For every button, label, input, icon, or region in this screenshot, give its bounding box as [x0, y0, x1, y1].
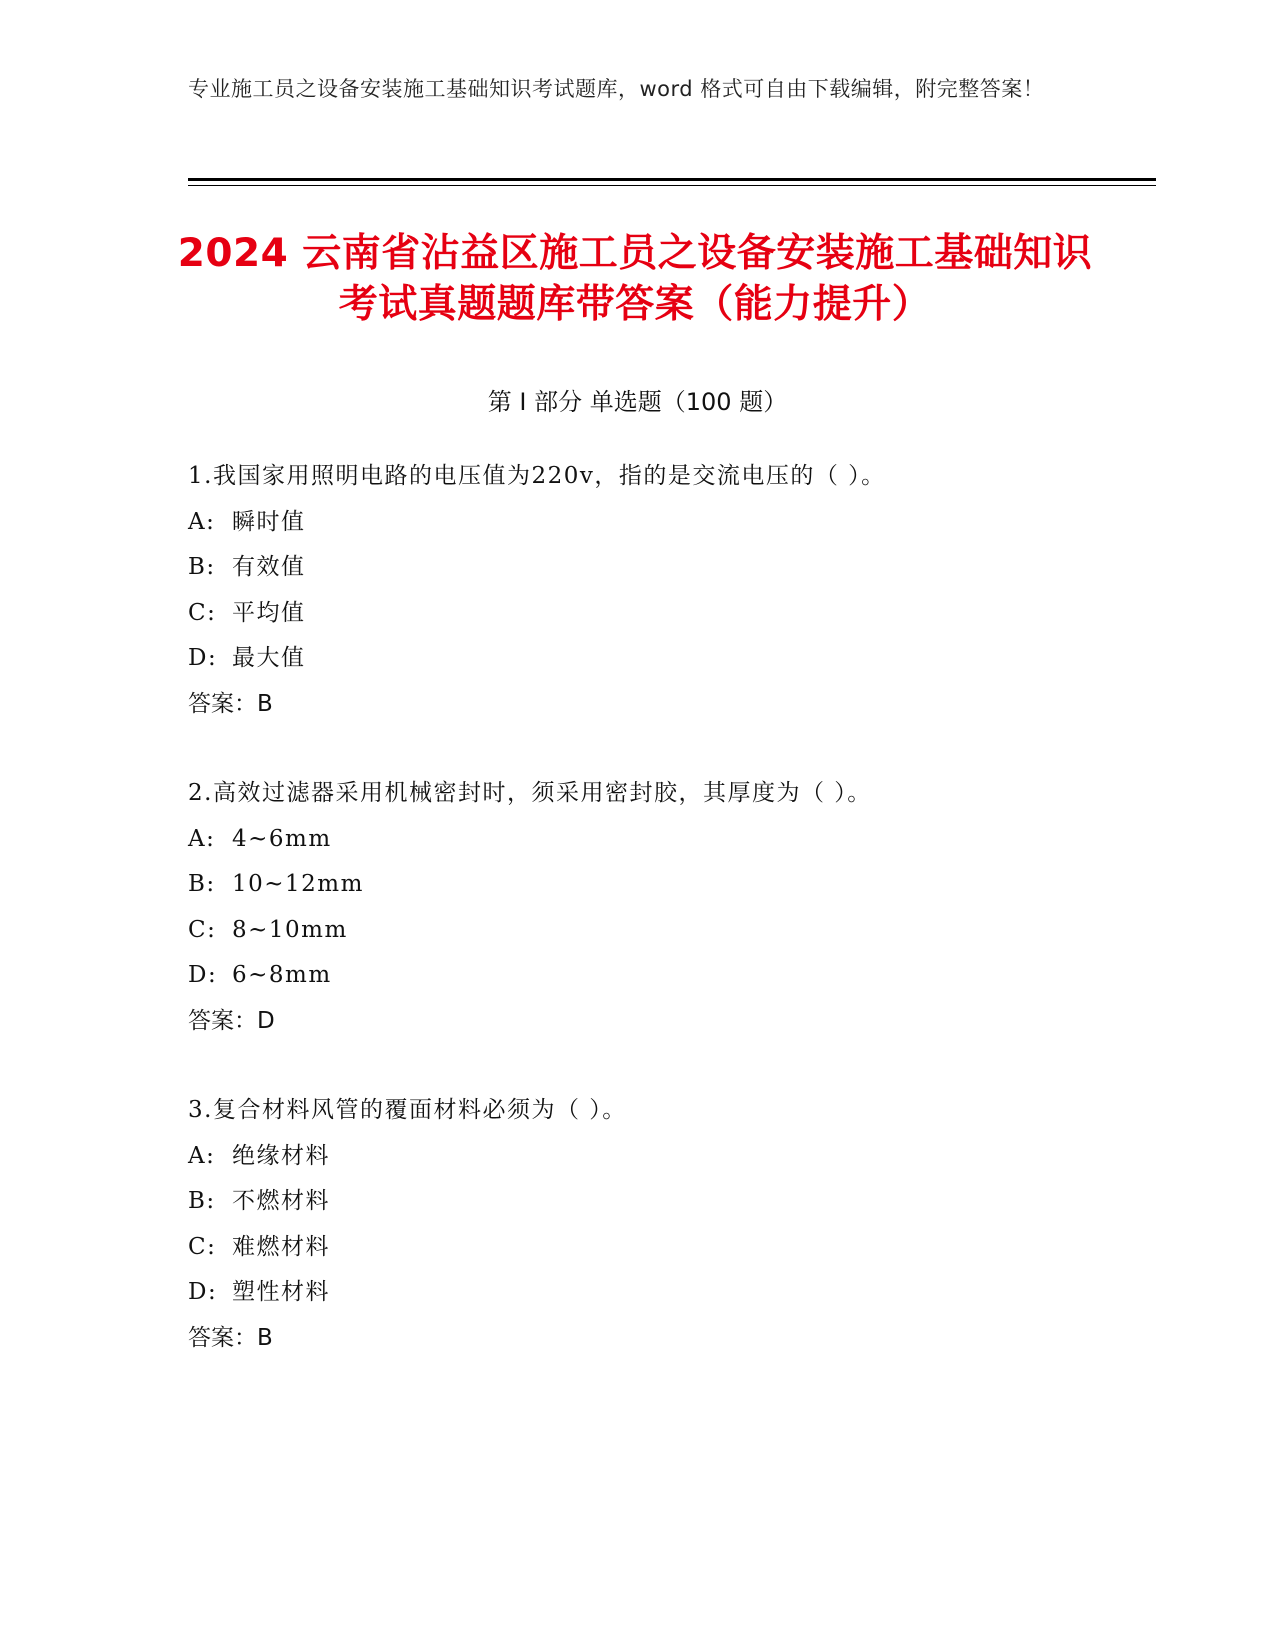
option-c — [188, 591, 1148, 637]
option-text: 8~10mm — [232, 916, 348, 943]
option-letter: B: — [188, 554, 216, 580]
option-letter: D: — [188, 1279, 218, 1305]
option-letter: A: — [188, 825, 216, 852]
option-letter: C: — [188, 599, 217, 626]
question-1 — [188, 454, 1148, 727]
option-b — [188, 1179, 1148, 1225]
option-letter: A: — [188, 508, 216, 535]
option-c — [188, 908, 1148, 954]
option-letter: A: — [188, 1142, 216, 1169]
header-note: 专业施工员之设备安装施工基础知识考试题库，word 格式可自由下载编辑，附完整答案！ — [188, 77, 1045, 101]
option-text: 塑性材料 — [232, 1279, 330, 1305]
option-text: 4~6mm — [232, 825, 332, 852]
option-text: 瞬时值 — [232, 508, 306, 535]
option-d — [188, 1270, 1148, 1316]
option-letter: C: — [188, 1233, 217, 1260]
question-stem: 2.高效过滤器采用机械密封时，须采用密封胶，其厚度为（ ）。 — [188, 780, 872, 806]
answer-line: 答案：D — [188, 1007, 275, 1034]
option-text: 6~8mm — [232, 962, 332, 988]
option-d — [188, 636, 1148, 682]
header-divider-thick — [188, 178, 1156, 181]
option-text: 10~12mm — [232, 871, 364, 897]
option-b — [188, 545, 1148, 591]
question-3 — [188, 1088, 1148, 1361]
option-b — [188, 862, 1148, 908]
option-a — [188, 817, 1148, 863]
section-title: 第 I 部分 单选题（100 题） — [487, 388, 788, 416]
question-2 — [188, 771, 1148, 1044]
option-c — [188, 1225, 1148, 1271]
option-letter: B: — [188, 871, 216, 897]
option-d — [188, 953, 1148, 999]
option-text: 难燃材料 — [232, 1233, 330, 1260]
document-title: 2024 云南省沾益区施工员之设备安装施工基础知识考试真题题库带答案（能力提升） — [177, 231, 1093, 327]
question-stem: 3.复合材料风管的覆面材料必须为（ ）。 — [188, 1097, 627, 1123]
option-a — [188, 500, 1148, 546]
answer-line: 答案：B — [188, 1324, 273, 1351]
answer-line: 答案：B — [188, 690, 273, 717]
option-text: 不燃材料 — [232, 1188, 330, 1214]
option-text: 平均值 — [232, 599, 306, 626]
option-letter: D: — [188, 962, 218, 988]
option-letter: D: — [188, 645, 218, 671]
question-stem: 1.我国家用照明电路的电压值为220v，指的是交流电压的（ ）。 — [188, 463, 886, 489]
header-divider-thin — [188, 185, 1156, 186]
option-a — [188, 1134, 1148, 1180]
option-text: 绝缘材料 — [232, 1142, 330, 1169]
option-letter: C: — [188, 916, 217, 943]
option-letter: B: — [188, 1188, 216, 1214]
option-text: 有效值 — [232, 554, 306, 580]
option-text: 最大值 — [232, 645, 306, 671]
